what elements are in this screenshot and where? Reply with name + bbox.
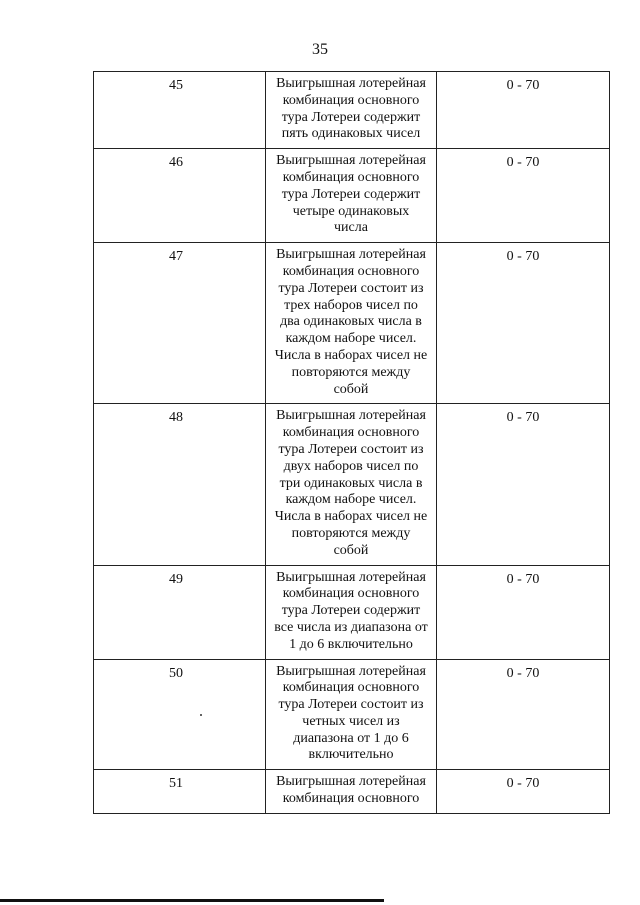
combination-description-cell — [266, 565, 437, 659]
row-number: 50 — [94, 659, 266, 770]
combination-description: Выигрышная лотерейная комбинация основного тура Лотереи содержит пять одинаковых чисел — [276, 76, 426, 142]
row-number: 46 — [94, 149, 266, 243]
combination-description-cell — [266, 72, 437, 149]
combination-description-cell — [266, 404, 437, 565]
row-number: 49 — [94, 565, 266, 659]
table-row — [94, 149, 610, 243]
combination-description: Выигрышная лотерейная комбинация основного тура Лотереи состоит из трех наборов чисел по два одинаковых числа в каждом наборе чисел. Числа в наборах чисел не повторяются между собой — [274, 247, 428, 397]
row-number: 47 — [94, 243, 266, 404]
table-row — [94, 404, 610, 565]
winning-combinations-table — [93, 71, 610, 814]
value-range: 0 - 70 — [437, 149, 610, 243]
row-number: 48 — [94, 404, 266, 565]
value-range: 0 - 70 — [437, 565, 610, 659]
combination-description: Выигрышная лотерейная комбинация основного тура Лотереи содержит все числа из диапазона от 1 до 6 включительно — [274, 569, 428, 652]
value-range: 0 - 70 — [437, 243, 610, 404]
combination-description: Выигрышная лотерейная комбинация основного тура Лотереи состоит из четных чисел из диапазона от 1 до 6 включительно — [276, 663, 426, 763]
combination-description-cell — [266, 243, 437, 404]
combination-description-cell — [266, 770, 437, 814]
combination-description: Выигрышная лотерейная комбинация основного тура Лотереи состоит из двух наборов чисел по три одинаковых числа в каждом наборе чисел. Числа в наборах чисел не повторяются между собой — [274, 408, 428, 558]
table-row — [94, 565, 610, 659]
table-row — [94, 770, 610, 814]
row-number: 45 — [94, 72, 266, 149]
value-range: 0 - 70 — [437, 770, 610, 814]
value-range: 0 - 70 — [437, 659, 610, 770]
combination-description-cell — [266, 659, 437, 770]
value-range: 0 - 70 — [437, 72, 610, 149]
scan-speck — [200, 714, 202, 716]
table-row — [94, 72, 610, 149]
combination-description: Выигрышная лотерейная комбинация основного — [276, 774, 426, 807]
combination-description-cell — [266, 149, 437, 243]
table-row — [94, 659, 610, 770]
combination-description: Выигрышная лотерейная комбинация основного тура Лотереи содержит четыре одинаковых числа — [276, 153, 426, 236]
page-number: 35 — [312, 41, 328, 58]
table-row — [94, 243, 610, 404]
row-number: 51 — [94, 770, 266, 814]
footer-rule — [0, 899, 384, 902]
value-range: 0 - 70 — [437, 404, 610, 565]
